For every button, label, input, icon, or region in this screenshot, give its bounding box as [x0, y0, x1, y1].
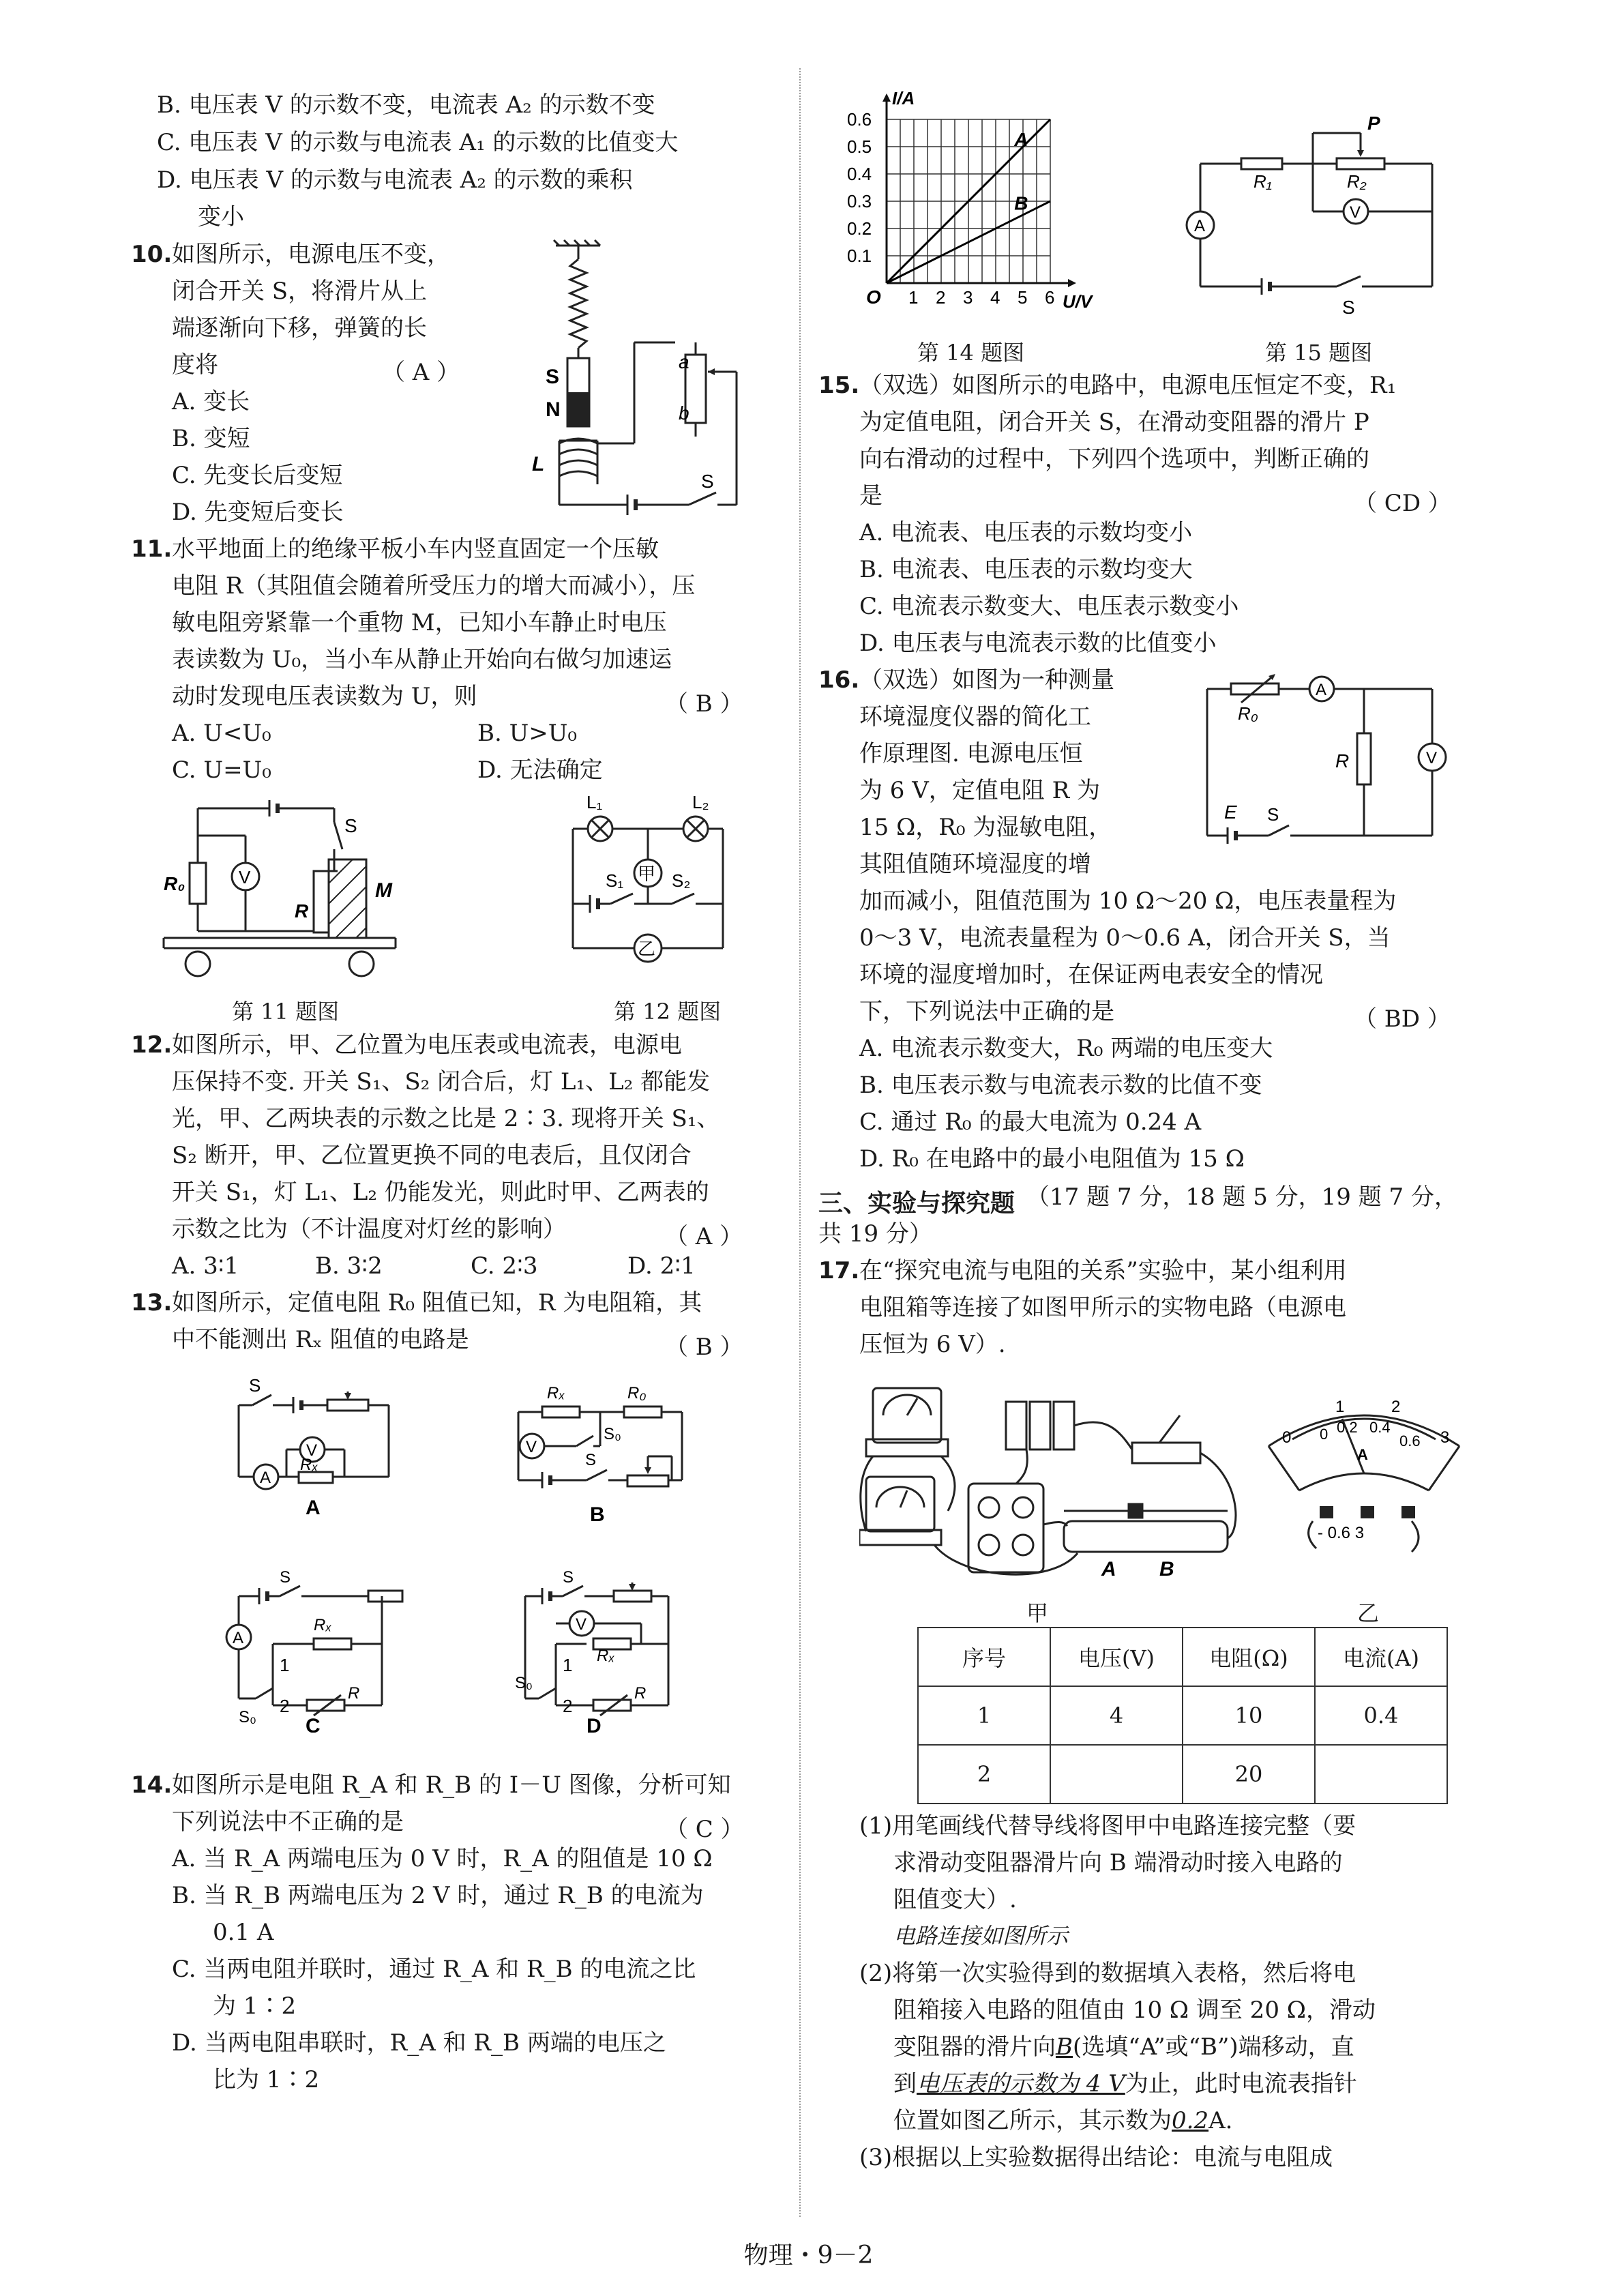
q15-line1: （双选）如图所示的电路中，电源电压恒定不变，R₁: [859, 372, 1397, 399]
table-header-cell: 电阻(Ω): [1183, 1628, 1315, 1686]
chart-y-arrow: [882, 93, 891, 102]
table-cell: 10: [1183, 1686, 1315, 1745]
fig17-dial-small-0: 0: [1320, 1426, 1329, 1443]
q10-option-b: B. 变短: [172, 425, 250, 452]
q11-line3: 敏电阻旁紧靠一个重物 M，已知小车静止时电压: [172, 609, 667, 636]
chart-series-label-A: A: [1014, 128, 1028, 150]
q16-option-d: D. R₀ 在电路中的最小电阻值为 15 Ω: [859, 1145, 1245, 1173]
q12-line6: 示数之比为（不计温度对灯丝的影响）: [172, 1216, 566, 1243]
chart-x-tick-label: 1: [908, 287, 919, 308]
figure-14-caption: 第 14 题图: [917, 340, 1025, 366]
q9-option-d-line2: 变小: [198, 203, 244, 231]
q13-line2: 中不能测出 Rₓ 阻值的电路是: [172, 1326, 469, 1353]
fig13a-voltmeter: V: [306, 1441, 318, 1460]
q15-option-c: C. 电流表示数变大、电压表示数变小: [859, 593, 1239, 620]
page-footer: 物理・9－2: [743, 2241, 874, 2269]
fig17-dial-tick-1: 1: [1335, 1398, 1345, 1416]
chart-y-tick-label: 0.6: [847, 109, 872, 130]
q12-line5: 开关 S₁，灯 L₁、L₂ 仍能发光，则此时甲、乙两表的: [172, 1179, 709, 1206]
q12-option-c: C. 2∶3: [471, 1252, 538, 1280]
q17-part2-blank-current: 0.2: [1172, 2107, 1209, 2134]
q16-answer: （ BD ）: [1354, 1005, 1451, 1033]
chart-x-arrow: [1068, 279, 1076, 287]
q17-part2-line4-pre: 到: [893, 2070, 917, 2098]
fig10-label-n: N: [546, 398, 561, 421]
section-3-points-line1: （17 题 7 分，18 题 5 分，19 题 7 分，: [1026, 1183, 1457, 1211]
fig10-label-b: b: [679, 402, 689, 424]
fig15-label-r1: R₁: [1253, 171, 1272, 192]
fig13b-caption: B: [590, 1503, 605, 1526]
fig11-label-m: M: [375, 879, 392, 902]
q16-line9: 环境的湿度增加时，在保证两电表安全的情况: [859, 961, 1323, 988]
q17-part2-line3-pre: 变阻器的滑片向: [893, 2033, 1056, 2061]
fig10-label-switch: S: [701, 471, 714, 492]
fig12-label-l1: L₁: [587, 792, 603, 812]
q16-line4: 为 6 V，定值电阻 R 为: [859, 777, 1101, 804]
fig17-dial-tick-2: 2: [1391, 1398, 1401, 1416]
q15-number: 15.: [818, 372, 860, 399]
q16-line8: 0～3 V，电流表量程为 0～0.6 A，闭合开关 S，当: [859, 924, 1391, 952]
figure-13-circuit-b: [505, 1378, 696, 1535]
fig17-dial-small-06: 0.6: [1399, 1432, 1421, 1449]
q17-part2-line4: [893, 2070, 1357, 2098]
q11-answer: （ B ）: [665, 690, 743, 718]
q17-part2-line1: (2)将第一次实验得到的数据填入表格，然后将电: [859, 1960, 1356, 1987]
fig13c-ammeter: A: [233, 1629, 244, 1647]
fig13d-voltmeter: V: [576, 1615, 587, 1634]
fig10-label-a: a: [679, 351, 689, 372]
fig13c-node-2: 2: [280, 1696, 290, 1716]
fig17-dial-small-02: 0.2: [1337, 1419, 1358, 1436]
fig13a-label-s: S: [249, 1378, 261, 1396]
q17-part2-line3: [893, 2035, 1354, 2059]
fig17-dial-small-04: 0.4: [1369, 1419, 1391, 1436]
figure-13-circuit-d: [505, 1569, 696, 1733]
q13-line1: 如图所示，定值电阻 R₀ 阻值已知，R 为电阻箱，其: [172, 1289, 702, 1316]
fig13c-label-s: S: [280, 1569, 291, 1587]
table-row: [918, 1745, 1447, 1804]
fig13a-ammeter: A: [260, 1469, 271, 1487]
table-header-cell: 电流(A): [1315, 1628, 1447, 1686]
q13-number: 13.: [131, 1289, 173, 1316]
q9-option-c: C. 电压表 V 的示数与电流表 A₁ 的示数的比值变大: [157, 129, 679, 156]
fig13d-label-s0: S₀: [515, 1674, 533, 1692]
q10-option-d: D. 先变短后变长: [172, 499, 344, 526]
fig13c-node-1: 1: [280, 1655, 290, 1675]
chart-series-label-B: B: [1014, 192, 1028, 214]
section-3-title: 三、实验与探究题: [818, 1190, 1015, 1218]
fig11-label-r0: R₀: [164, 873, 186, 894]
figure-10-electromagnet-circuit: [518, 239, 764, 525]
q10-line4: 度将: [172, 351, 218, 379]
q17-part2-line5-pre: 位置如图乙所示，其示数为: [893, 2107, 1172, 2134]
fig11-label-s: S: [344, 815, 357, 836]
figure-14-iu-chart: [839, 89, 1098, 321]
table-cell: 0.4: [1315, 1686, 1447, 1745]
q17-part2-line5-post: A.: [1208, 2107, 1233, 2134]
q16-option-b: B. 电压表示数与电流表示数的比值不变: [859, 1072, 1262, 1099]
q12-line4: S₂ 断开，甲、乙位置更换不同的电表后，且仅闭合: [172, 1142, 692, 1169]
q15-line3: 向右滑动的过程中，下列四个选项中，判断正确的: [859, 445, 1369, 473]
q12-line2: 压保持不变. 开关 S₁、S₂ 闭合后，灯 L₁、L₂ 都能发: [172, 1068, 711, 1095]
q15-option-a: A. 电流表、电压表的示数均变小: [859, 519, 1193, 546]
fig13a-label-rx: Rₓ: [300, 1456, 318, 1474]
q17-part2-line5: [893, 2109, 1232, 2132]
fig13b-label-r0: R₀: [627, 1384, 647, 1402]
fig13c-label-r: R: [348, 1684, 360, 1703]
q14-line1: 如图所示是电阻 R_A 和 R_B 的 I－U 图像，分析可知: [172, 1771, 731, 1799]
chart-x-tick-label: 6: [1045, 287, 1055, 308]
table-cell: [1315, 1745, 1447, 1804]
q10-line3: 端逐渐向下移，弹簧的长: [172, 314, 427, 342]
table-row: [918, 1686, 1447, 1745]
figure-15-circuit: [1159, 116, 1459, 314]
q12-line3: 光，甲、乙两块表的示数之比是 2∶3. 现将开关 S₁、: [172, 1105, 720, 1132]
data-table: [917, 1627, 1448, 1804]
fig17-dial-tick-0: 0: [1282, 1428, 1292, 1447]
q16-line10: 下，下列说法中正确的是: [859, 998, 1114, 1025]
q16-line3: 作原理图. 电源电压恒: [859, 740, 1083, 767]
q9-option-b: B. 电压表 V 的示数不变，电流表 A₂ 的示数不变: [157, 91, 655, 119]
q16-line6: 其阻值随环境湿度的增: [859, 851, 1091, 878]
fig16-label-e: E: [1224, 801, 1237, 823]
q15-option-b: B. 电流表、电压表的示数均变大: [859, 556, 1193, 583]
fig15-voltmeter: V: [1350, 203, 1361, 222]
fig13d-node-2: 2: [563, 1696, 573, 1716]
q17-part1-line2: 求滑动变阻器滑片向 B 端滑动时接入电路的: [893, 1849, 1343, 1876]
q17-part2-blank-condition: 电压表的示数为 4 V: [917, 2070, 1125, 2098]
chart-y-tick-label: 0.3: [847, 191, 872, 211]
q11-option-c: C. U=U₀: [172, 756, 271, 784]
chart-x-tick-label: 2: [936, 287, 946, 308]
q16-number: 16.: [818, 666, 860, 694]
chart-x-axis-label: U/V: [1063, 291, 1093, 312]
q13-answer: （ B ）: [665, 1334, 743, 1361]
q16-option-c: C. 通过 R₀ 的最大电流为 0.24 A: [859, 1108, 1202, 1136]
fig10-label-s: S: [546, 366, 560, 388]
figure-11-cart-circuit: [150, 795, 409, 979]
figure-15-caption: 第 15 题图: [1265, 340, 1373, 366]
chart-y-tick-label: 0.1: [847, 246, 872, 266]
q16-line5: 15 Ω，R₀ 为湿敏电阻，: [859, 814, 1112, 841]
q11-option-a: A. U<U₀: [172, 720, 271, 747]
q16-line2: 环境湿度仪器的简化工: [859, 703, 1091, 731]
fig12-label-l2: L₂: [692, 792, 709, 812]
q12-line1: 如图所示，甲、乙位置为电压表或电流表，电源电: [172, 1031, 682, 1059]
fig17-dial-unit: A: [1357, 1446, 1368, 1463]
column-divider: [799, 68, 801, 2217]
figure-11-caption: 第 11 题图: [232, 999, 340, 1025]
fig10-label-l: L: [532, 453, 545, 475]
q15-line2: 为定值电阻，闭合开关 S，在滑动变阻器的滑片 P: [859, 409, 1369, 436]
q9-option-d-line1: D. 电压表 V 的示数与电流表 A₂ 的示数的乘积: [157, 166, 633, 194]
q10-answer: （ A ）: [382, 359, 460, 386]
fig13d-node-1: 1: [563, 1655, 573, 1675]
q10-option-a: A. 变长: [172, 388, 250, 415]
q14-option-b-line2: 0.1 A: [213, 1919, 274, 1946]
fig16-label-r: R: [1335, 750, 1350, 771]
q12-number: 12.: [131, 1031, 173, 1059]
q12-option-d: D. 2∶1: [627, 1252, 696, 1280]
fig12-label-s1: S₁: [606, 870, 624, 891]
q12-option-b: B. 3∶2: [315, 1252, 383, 1280]
table-cell: [1050, 1745, 1183, 1804]
q17-part1-line1: (1)用笔画线代替导线将图甲中电路连接完整（要: [859, 1812, 1356, 1840]
q17-part2-line4-post: 为止，此时电流表指针: [1125, 2070, 1357, 2098]
q14-line2: 下列说法中不正确的是: [172, 1808, 404, 1836]
fig16-label-s: S: [1267, 804, 1279, 825]
chart-x-tick-label: 3: [963, 287, 973, 308]
chart-x-tick-label: 4: [990, 287, 1000, 308]
fig16-ammeter: A: [1316, 681, 1327, 699]
fig13b-label-rx: Rₓ: [547, 1384, 565, 1402]
chart-y-tick-label: 0.4: [847, 164, 872, 184]
fig11-voltmeter-label: V: [239, 867, 251, 887]
q17-part1-answer: 电路连接如图所示: [893, 1923, 1069, 1949]
q17-part1-line3: 阻值变大）.: [893, 1886, 1017, 1913]
q14-option-d-line2: 比为 1∶2: [213, 2066, 320, 2093]
fig16-label-r0: R₀: [1238, 703, 1258, 724]
chart-y-axis-label: I/A: [892, 89, 915, 108]
fig13b-label-s0: S₀: [604, 1425, 621, 1443]
q15-line4: 是: [859, 482, 882, 510]
q14-option-d-line1: D. 当两电阻串联时，R_A 和 R_B 两端的电压之: [172, 2029, 666, 2057]
fig16-voltmeter: V: [1426, 749, 1438, 767]
figure-12-caption: 第 12 题图: [614, 999, 722, 1025]
fig11-label-r: R: [295, 900, 309, 922]
fig13d-caption: D: [587, 1715, 602, 1733]
fig12-meter-yi: 乙: [638, 939, 656, 959]
q11-number: 11.: [131, 535, 173, 563]
fig15-label-p: P: [1367, 116, 1380, 134]
fig12-label-s2: S₂: [672, 870, 691, 891]
q10-option-c: C. 先变长后变短: [172, 462, 343, 489]
q10-number: 10.: [131, 241, 173, 268]
table-header-cell: 电压(V): [1050, 1628, 1183, 1686]
q14-option-a: A. 当 R_A 两端电压为 0 V 时，R_A 的阻值是 10 Ω: [172, 1845, 713, 1872]
q17-part2-line2: 阻箱接入电路的阻值由 10 Ω 调至 20 Ω，滑动: [893, 1997, 1376, 2024]
q11-option-d: D. 无法确定: [477, 756, 603, 784]
q14-option-c-line1: C. 当两电阻并联时，通过 R_A 和 R_B 的电流之比: [172, 1956, 696, 1983]
table-cell: 4: [1050, 1686, 1183, 1745]
fig13b-label-s: S: [585, 1451, 597, 1469]
q14-answer: （ C ）: [665, 1816, 744, 1843]
chart-y-tick-label: 0.5: [847, 136, 872, 157]
q10-line2: 闭合开关 S，将滑片从上: [172, 278, 428, 305]
q11-line4: 表读数为 U₀，当小车从静止开始向右做匀加速运: [172, 646, 672, 673]
q16-line1: （双选）如图为一种测量: [859, 666, 1114, 694]
table-header-row: [918, 1628, 1447, 1686]
q17-part2-line3-post: (选填“A”或“B”)端移动，直: [1073, 2033, 1354, 2061]
section-3-points-line2: 共 19 分）: [818, 1220, 932, 1248]
q16-line7: 加而减小，阻值范围为 10 Ω～20 Ω，电压表量程为: [859, 887, 1397, 915]
fig17-dial-tick-3: 3: [1440, 1428, 1450, 1447]
fig15-ammeter: A: [1194, 217, 1206, 235]
q14-number: 14.: [131, 1771, 173, 1799]
table-header-cell: 序号: [918, 1628, 1050, 1686]
table-cell: 2: [918, 1745, 1050, 1804]
fig13d-label-r: R: [634, 1684, 647, 1703]
figure-17-caption-yi: 乙: [1357, 1600, 1380, 1626]
q17-part3-line1: (3)根据以上实验数据得出结论：电流与电阻成: [859, 2144, 1333, 2171]
q11-line2: 电阻 R（其阻值会随着所受压力的增大而减小），压: [172, 572, 696, 600]
q15-option-d: D. 电压表与电流表示数的比值变小: [859, 630, 1217, 657]
fig17-slider-a: A: [1101, 1558, 1116, 1580]
fig13c-label-s0: S₀: [239, 1708, 256, 1726]
fig13d-label-rx: Rₓ: [597, 1647, 615, 1665]
fig15-label-r2: R₂: [1347, 171, 1367, 192]
q15-answer: （ CD ）: [1354, 490, 1451, 517]
fig17-terminals: - 0.6 3: [1318, 1524, 1365, 1542]
fig13c-caption: C: [306, 1715, 321, 1733]
q12-option-a: A. 3∶1: [172, 1252, 239, 1280]
q17-number: 17.: [818, 1257, 860, 1284]
figure-17-caption-jia: 甲: [1026, 1600, 1049, 1626]
q11-line1: 水平地面上的绝缘平板小车内竖直固定一个压敏: [172, 535, 659, 563]
fig15-label-s: S: [1342, 297, 1355, 314]
figure-13-circuit-c: [225, 1569, 416, 1733]
q11-line5: 动时发现电压表读数为 U，则: [172, 683, 477, 710]
chart-origin-label: O: [866, 286, 881, 308]
fig13a-caption: A: [306, 1497, 321, 1519]
table-cell: 20: [1183, 1745, 1315, 1804]
table-cell: 1: [918, 1686, 1050, 1745]
q16-option-a: A. 电流表示数变大，R₀ 两端的电压变大: [859, 1035, 1273, 1062]
figure-16-humidity-circuit: [1187, 672, 1473, 856]
figure-17-ammeter-dial: [1255, 1392, 1473, 1576]
q17-part2-blank-direction: B: [1056, 2033, 1073, 2061]
q14-option-c-line2: 为 1∶2: [213, 1992, 297, 2020]
chart-y-tick-label: 0.2: [847, 218, 872, 239]
fig13d-label-s: S: [563, 1569, 574, 1587]
q10-line1: 如图所示，电源电压不变，: [172, 241, 450, 268]
figure-12-lamp-circuit: [559, 791, 771, 975]
fig13b-voltmeter: V: [526, 1438, 537, 1456]
fig17-slider-b: B: [1159, 1558, 1174, 1580]
q12-answer: （ A ）: [665, 1223, 743, 1250]
figure-17-apparatus: [859, 1374, 1255, 1593]
q17-line2: 电阻箱等连接了如图甲所示的实物电路（电源电: [859, 1294, 1346, 1321]
chart-x-tick-label: 5: [1018, 287, 1028, 308]
q14-option-b-line1: B. 当 R_B 两端电压为 2 V 时，通过 R_B 的电流为: [172, 1882, 704, 1909]
fig12-meter-jia: 甲: [638, 864, 656, 884]
figure-13-circuit-a: [225, 1378, 416, 1535]
fig13c-label-rx: Rₓ: [314, 1616, 332, 1634]
q17-line1: 在“探究电流与电阻的关系”实验中，某小组利用: [859, 1257, 1347, 1284]
q17-line3: 压恒为 6 V）.: [859, 1331, 1006, 1358]
q11-option-b: B. U>U₀: [477, 720, 578, 747]
